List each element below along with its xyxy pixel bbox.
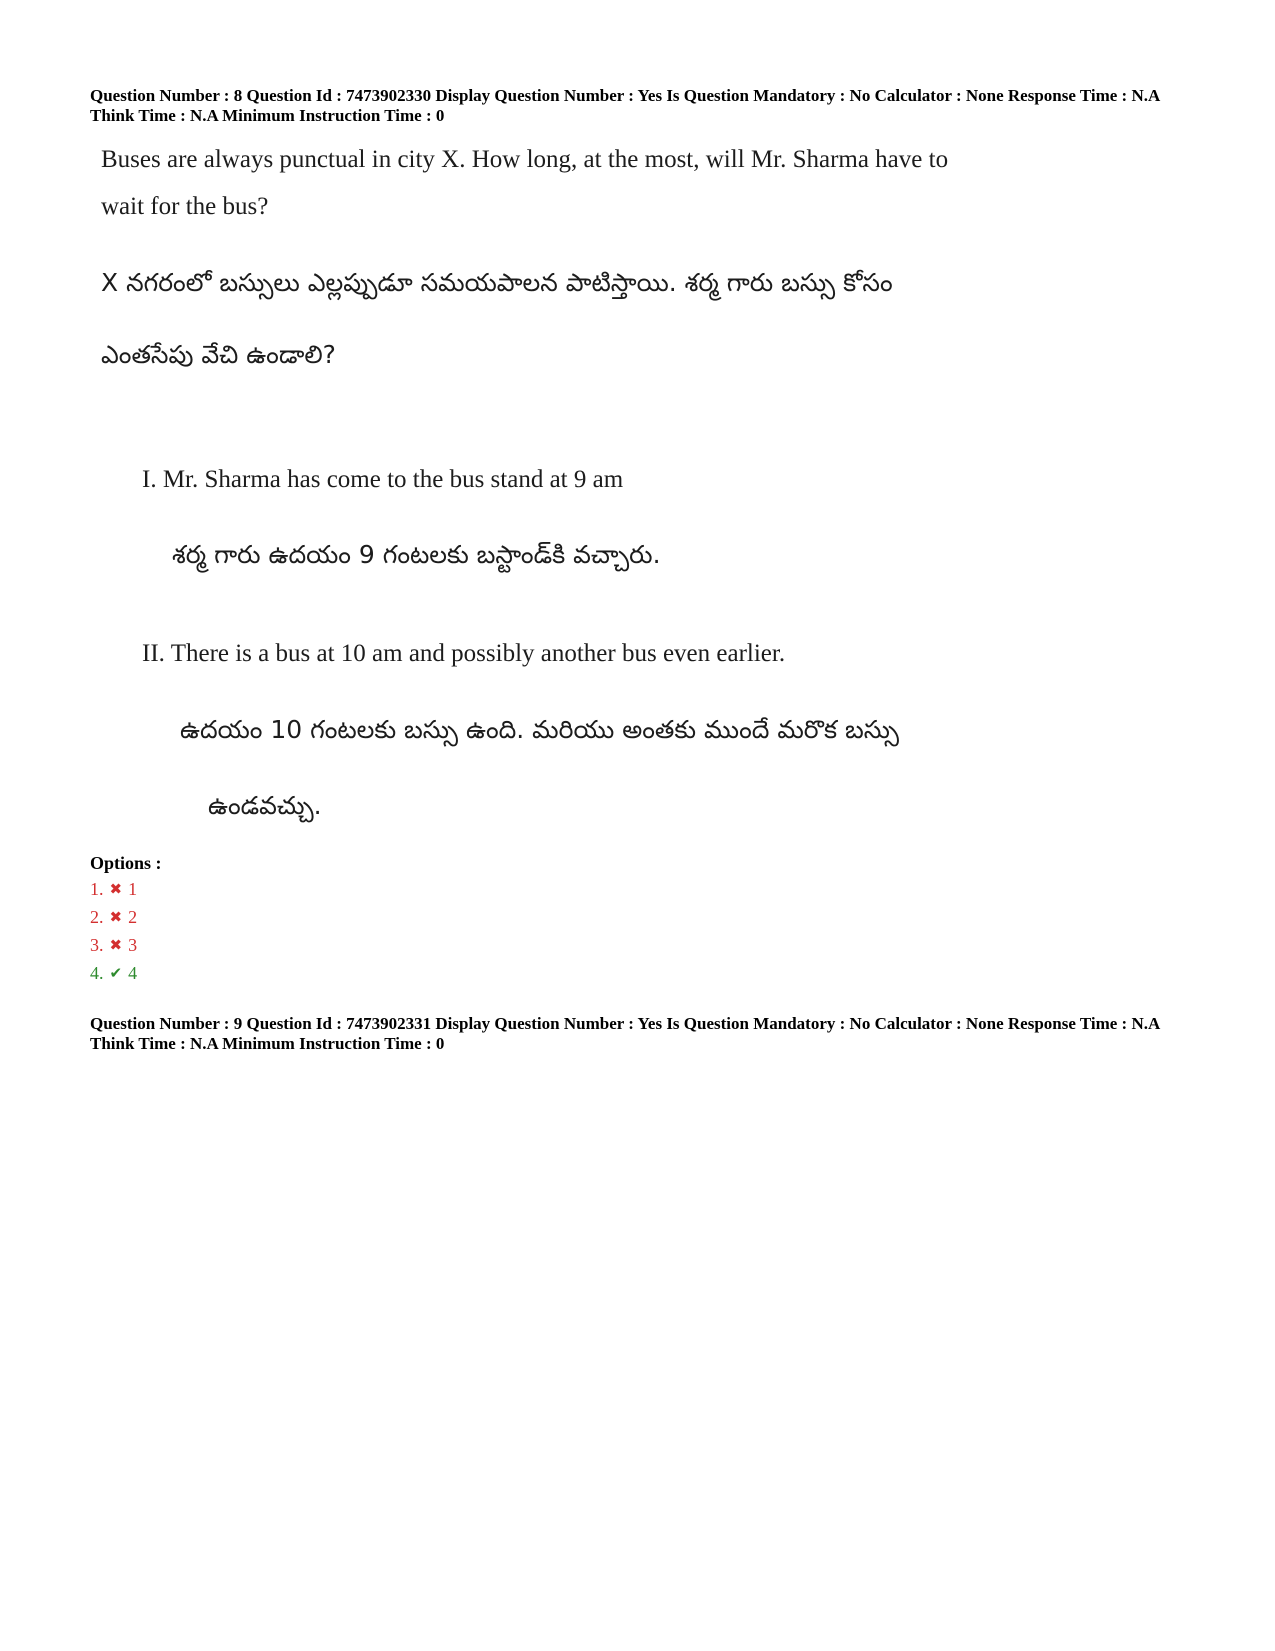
options-label: Options : (90, 853, 162, 873)
question-text-en-line2: wait for the bus? (101, 193, 269, 220)
option-number: 1. (90, 879, 104, 899)
statement-1-en: I. Mr. Sharma has come to the bus stand at 9 am (142, 466, 624, 493)
cross-icon: ✖ (109, 910, 123, 926)
question-text-en-line1: Buses are always punctual in city X. How long, at the most, will Mr. Sharma have to (101, 146, 949, 173)
question-9-meta-text: Question Number : 9 Question Id : 7473902331 Display Question Number : Yes Is Question Mandatory : No Calculator : None Response Time : N.A Think Time : N.A Minimum Instruction Time : 0 (90, 1014, 1160, 1053)
option-value: 4 (128, 963, 138, 983)
question-text-te-line2: ఎంతసేపు వేచి ఉండాలి? (101, 340, 336, 369)
option-value: 1 (128, 879, 138, 899)
cross-icon: ✖ (109, 882, 123, 898)
check-icon: ✔ (109, 966, 123, 982)
option-number: 2. (90, 907, 104, 927)
option-value: 2 (128, 907, 138, 927)
question-8-meta (90, 86, 1200, 126)
question-text-te-line1: X నగరంలో బస్సులు ఎల్లప్పుడూ సమయపాలన పాటిస్తాయి. శర్మ గారు బస్సు కోసం (101, 268, 893, 297)
option-4[interactable] (90, 963, 137, 984)
option-number: 3. (90, 935, 104, 955)
statement-2-en: II. There is a bus at 10 am and possibly another bus even earlier. (142, 640, 786, 667)
option-number: 4. (90, 963, 104, 983)
option-value: 3 (128, 935, 138, 955)
statement-1-te: శర్మ గారు ఉదయం 9 గంటలకు బస్టాండ్‌కి వచ్చారు. (172, 540, 661, 569)
option-2[interactable] (90, 907, 137, 928)
statement-2-te-line1: ఉదయం 10 గంటలకు బస్సు ఉంది. మరియు అంతకు ముందే మరొక బస్సు (180, 715, 899, 744)
option-1[interactable] (90, 879, 137, 900)
option-3[interactable] (90, 935, 137, 956)
cross-icon: ✖ (109, 938, 123, 954)
question-8-meta-text: Question Number : 8 Question Id : 7473902330 Display Question Number : Yes Is Question Mandatory : No Calculator : None Response Time : N.A Think Time : N.A Minimum Instruction Time : 0 (90, 86, 1160, 125)
statement-2-te-line2: ఉండవచ్చు. (208, 791, 322, 820)
question-9-meta (90, 1014, 1200, 1054)
